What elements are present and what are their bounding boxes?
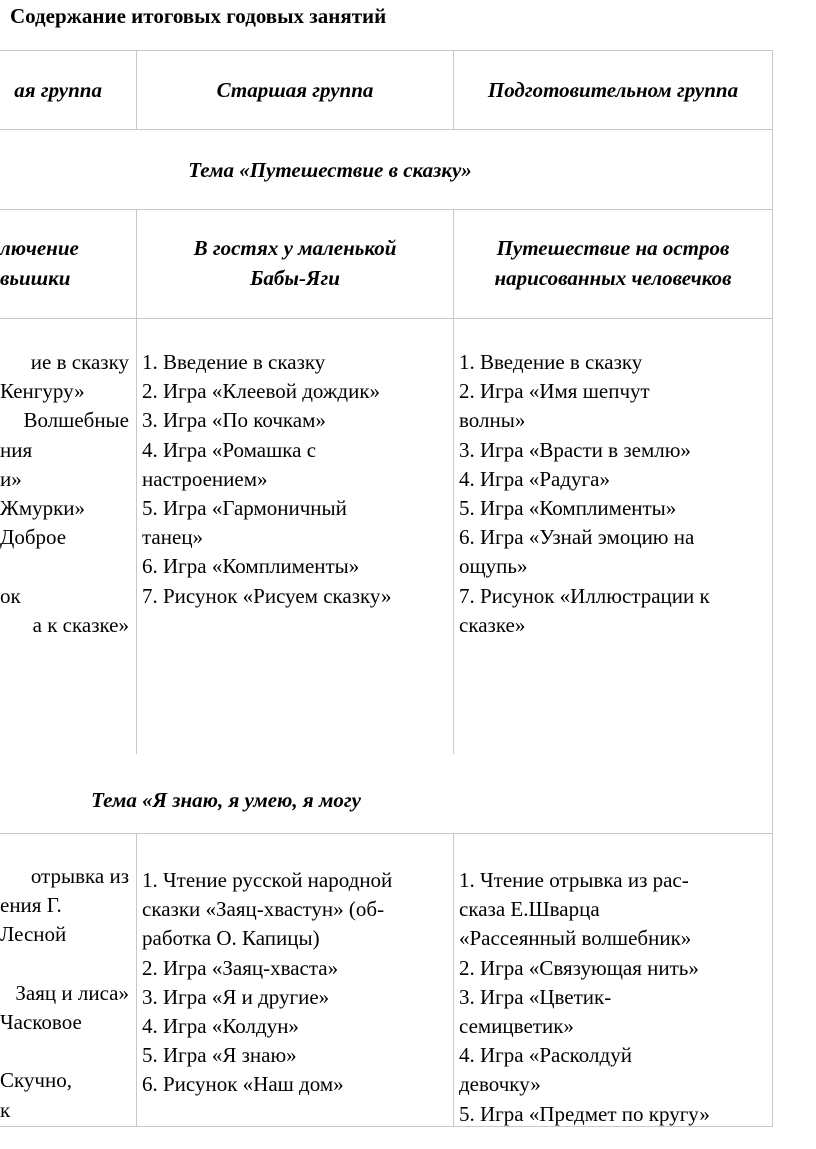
activity-line: волны»	[459, 408, 526, 433]
activity-line: 1. Чтение отрывка из рас-	[459, 868, 689, 892]
lesson-title-preparatory	[454, 228, 772, 298]
activity-line: 2. Игра «Имя шепчут	[459, 379, 650, 404]
lesson-title-junior	[0, 228, 136, 298]
activity-line: 1. Введение в сказку	[142, 350, 326, 374]
activity-line	[0, 552, 129, 581]
activity-line: ок	[0, 583, 21, 608]
row-divider	[0, 209, 773, 210]
activity-line: работка О. Капицы)	[142, 926, 320, 951]
table-border-right	[772, 50, 773, 1127]
activity-line: 1. Чтение русской народной	[142, 868, 393, 892]
activity-line: сказке»	[459, 612, 526, 637]
activity-line: 5. Игра «Предмет по кругу»	[459, 1101, 710, 1126]
activity-line: ие в сказку	[30, 350, 129, 374]
lesson-title-line: вьишки	[0, 266, 71, 290]
activity-line: сказки «Заяц-хвастун» (об-	[142, 897, 385, 922]
activity-line: отрывка из	[30, 864, 129, 888]
activity-line: 2. Игра «Заяц-хваста»	[142, 955, 339, 980]
activity-line: ния	[0, 437, 33, 462]
activity-line: 1. Введение в сказку	[459, 350, 643, 374]
activity-line: 4. Игра «Колдун»	[142, 1013, 299, 1038]
activity-line: Доброе	[0, 525, 67, 550]
activity-line: настроением»	[142, 466, 268, 491]
activity-line: ения Г.	[0, 893, 62, 918]
theme-title: Тема «Я знаю, я умею, я могу	[91, 788, 361, 812]
activity-line: 5. Игра «Гармоничный	[142, 495, 347, 520]
activity-line: 5. Игра «Я знаю»	[142, 1043, 297, 1068]
column-divider	[136, 833, 137, 1126]
activity-list-preparatory	[459, 348, 771, 640]
activity-line: Лесной	[0, 922, 67, 947]
header-cell-preparatory: Подготовительном группа	[487, 78, 739, 102]
activity-line: Волшебные	[23, 408, 129, 433]
lesson-title-line: В гостях у маленькой	[193, 236, 397, 260]
lesson-title-line: нарисованных человечков	[494, 266, 732, 290]
activity-line: Жмурки»	[0, 495, 86, 520]
activity-line: 3. Игра «Я и другие»	[142, 984, 330, 1009]
header-cell-junior: ая группа	[14, 78, 102, 102]
activity-line: 5. Игра «Комплименты»	[459, 495, 677, 520]
activity-line: 6. Рисунок «Наш дом»	[142, 1072, 344, 1097]
activity-list-preparatory	[459, 866, 771, 1129]
activity-line: Часковое	[0, 1009, 82, 1034]
activity-line: девочку»	[459, 1072, 541, 1097]
activity-line: сказа Е.Шварца	[459, 897, 600, 922]
row-divider	[0, 318, 773, 319]
activity-list-senior	[142, 348, 451, 611]
activity-line: 3. Игра «По кочкам»	[142, 408, 326, 433]
activity-list-junior	[0, 348, 129, 640]
lesson-title-senior	[137, 228, 453, 298]
activity-line: ощупь»	[459, 554, 528, 579]
activity-line: 2. Игра «Клеевой дождик»	[142, 379, 381, 404]
activity-line: Заяц и лиса»	[15, 980, 129, 1005]
activity-line: Кенгуру»	[0, 379, 85, 404]
activity-line: 4. Игра «Ромашка с	[142, 437, 317, 462]
theme-title: Тема «Путешествие в сказку»	[188, 157, 472, 182]
activity-line: семицветик»	[459, 1013, 574, 1038]
activity-line: Скучно,	[0, 1068, 72, 1093]
activity-line: а к сказке»	[32, 612, 129, 637]
lesson-title-line: лючение	[0, 236, 79, 260]
activity-line: 4. Игра «Расколдуй	[459, 1043, 632, 1068]
activity-line: 6. Игра «Узнай эмоцию на	[459, 525, 695, 550]
page-title: Содержание итоговых годовых занятий	[10, 4, 387, 28]
lesson-title-line: Путешествие на остров	[496, 236, 730, 260]
activity-line: 7. Рисунок «Рисуем сказку»	[142, 583, 392, 608]
activity-line: к	[0, 1097, 11, 1122]
activity-line: «Рассеянный волшебник»	[459, 926, 692, 951]
activity-line: 6. Игра «Комплименты»	[142, 554, 360, 579]
activity-line	[0, 950, 129, 979]
activity-line: 4. Игра «Радуга»	[459, 466, 610, 491]
activity-line	[0, 1037, 129, 1066]
lesson-title-line: Бабы-Яги	[250, 266, 340, 290]
activity-list-junior	[0, 862, 129, 1125]
activity-line: 7. Рисунок «Иллюстрации к	[459, 583, 710, 608]
activity-line: и»	[0, 466, 22, 491]
row-divider	[0, 833, 773, 834]
header-cell-senior: Старшая группа	[216, 78, 374, 102]
activity-list-senior	[142, 866, 451, 1100]
column-divider	[453, 833, 454, 1126]
activity-line: 3. Игра «Цветик-	[459, 984, 612, 1009]
activity-line: 2. Игра «Связующая нить»	[459, 955, 699, 980]
activity-line: танец»	[142, 525, 204, 550]
activity-line: 3. Игра «Врасти в землю»	[459, 437, 691, 462]
